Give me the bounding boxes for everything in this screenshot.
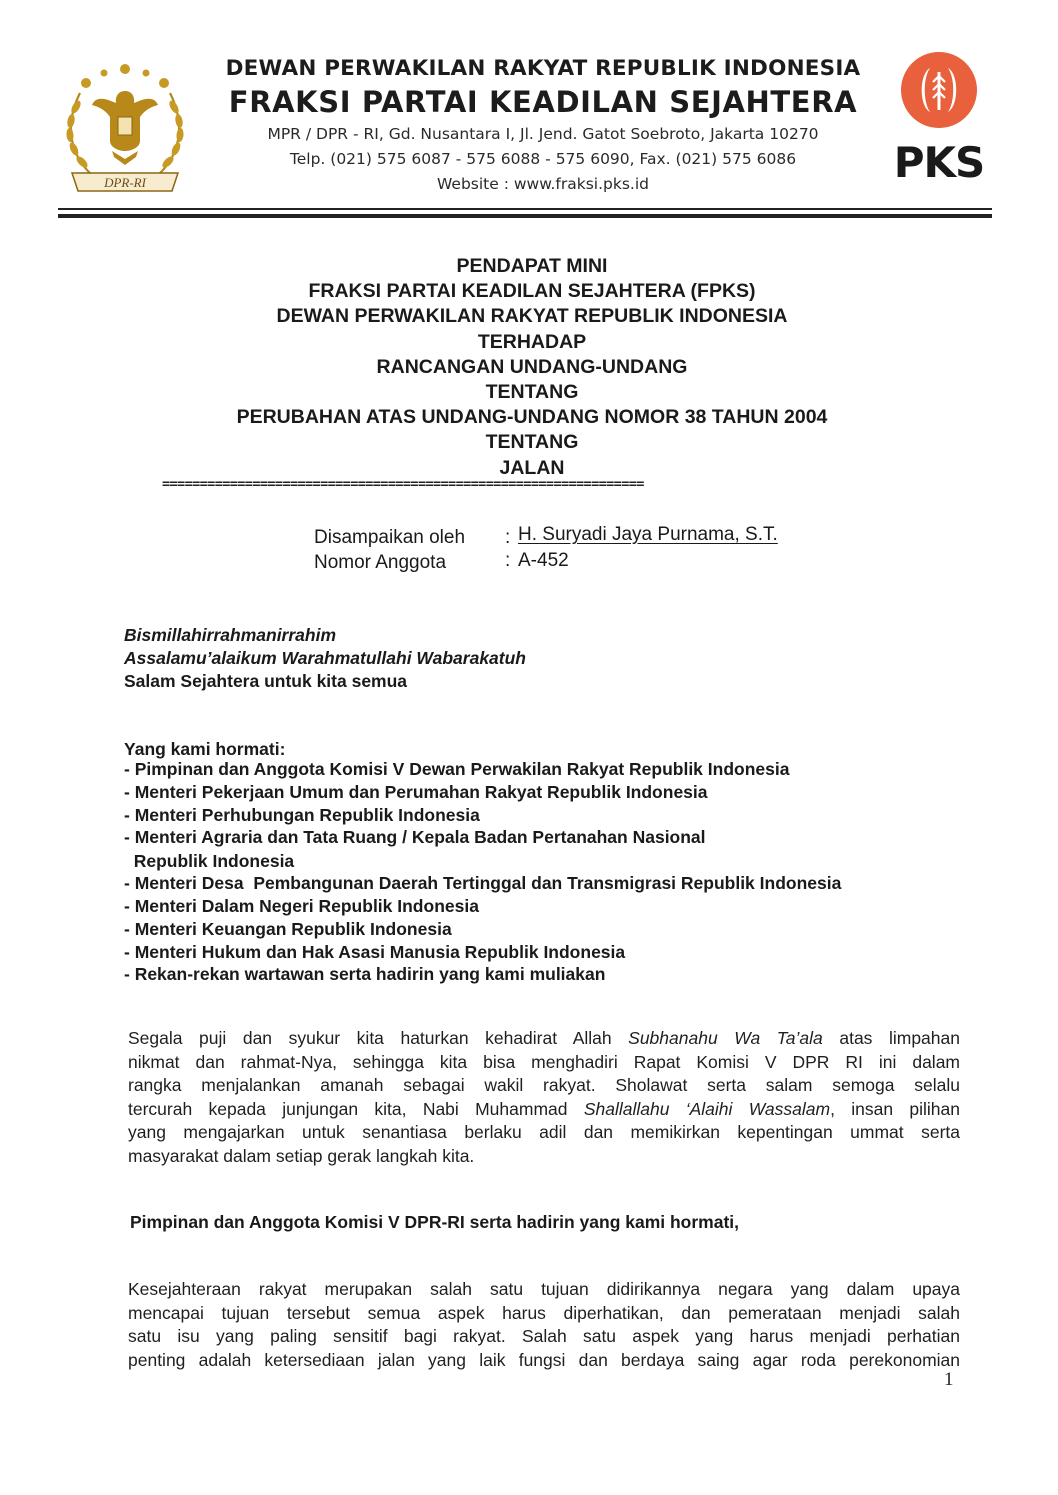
addressee-item: - Menteri Dalam Negeri Republik Indonesia — [124, 896, 479, 916]
dpr-garuda-emblem — [52, 55, 198, 201]
paragraph-line: yang mengajarkan untuk senantiasa berlaku adil dan memikirkan kepentingan ummat serta — [128, 1122, 960, 1142]
letterhead-rule-thick — [58, 214, 992, 218]
welfare-paragraph — [128, 1278, 960, 1372]
title-line: PERUBAHAN ATAS UNDANG-UNDANG NOMOR 38 TAHUN 2004 — [236, 406, 828, 429]
addressee-item: - Rekan-rekan wartawan serta hadirin yang kami muliakan — [124, 964, 606, 984]
letterhead-address: MPR / DPR - RI, Gd. Nusantara I, Jl. Jend. Gatot Soebroto, Jakarta 10270 — [267, 125, 819, 143]
text-run-italic: Shallallahu ‘Alaihi Wassalam — [583, 1098, 831, 1119]
paragraph-line: Kesejahteraan rakyat merupakan salah satu tujuan didirikannya negara yang dalam upaya — [128, 1279, 960, 1299]
member-number-colon: : — [505, 550, 511, 571]
text-run: atas limpahan — [822, 1028, 960, 1048]
paragraph-line: nikmat dan rahmat-Nya, sehingga kita bisa menghadiri Rapat Komisi V DPR RI ini dalam — [128, 1051, 960, 1072]
text-run: Segala puji dan syukur kita haturkan kehadirat Allah — [128, 1028, 629, 1048]
pks-party-logo — [880, 50, 998, 200]
page-number: 1 — [944, 1369, 954, 1390]
member-number-label: Nomor Anggota — [314, 552, 447, 573]
paragraph-line — [128, 1027, 960, 1051]
text-run-italic: Subhanahu Wa Ta’ala — [628, 1028, 823, 1048]
garuda-emblem-icon — [52, 55, 198, 201]
paragraph-line: penting adalah ketersediaan jalan yang laik fungsi dan berdaya saing agar roda perekonomian — [128, 1349, 960, 1370]
letterhead-website: Website : www.fraksi.pks.id — [437, 175, 649, 193]
letterhead-rule-thin — [58, 208, 992, 210]
presenter-colon: : — [505, 527, 511, 548]
greeting-sejahtera: Salam Sejahtera untuk kita semua — [124, 671, 408, 691]
letterhead-fraction: FRAKSI PARTAI KEADILAN SEJAHTERA — [228, 85, 858, 119]
paragraph-line: rangka menjalankan amanah sebagai wakil rakyat. Sholawat serta salam semoga selalu — [128, 1075, 960, 1095]
title-line: TENTANG — [485, 431, 579, 454]
addressee-item: - Pimpinan dan Anggota Komisi V Dewan Perwakilan Rakyat Republik Indonesia — [124, 759, 790, 779]
paragraph-line — [128, 1098, 960, 1122]
addressee-item: - Menteri Perhubungan Republik Indonesia — [124, 805, 480, 825]
addressee-heading: Yang kami hormati: — [124, 739, 286, 759]
document-title — [150, 254, 914, 481]
title-line: TERHADAP — [477, 330, 587, 353]
addressee-item: - Menteri Keuangan Republik Indonesia — [124, 919, 452, 939]
addressee-item: - Menteri Pekerjaan Umum dan Perumahan Rakyat Republik Indonesia — [124, 782, 708, 802]
text-run: tercurah kepada junjungan kita, Nabi Muhammad — [128, 1098, 584, 1119]
title-line: PENDAPAT MINI — [456, 255, 608, 277]
greeting-salam: Assalamu’alaikum Warahmatullahi Wabarakatuh — [124, 648, 526, 668]
paragraph-line: mencapai tujuan tersebut semua aspek harus diperhatikan, dan pemerataan menjadi salah — [128, 1302, 960, 1323]
addressee-item: - Menteri Hukum dan Hak Asasi Manusia Republik Indonesia — [124, 942, 626, 962]
title-line: TENTANG — [485, 381, 579, 404]
greeting-bismillah: Bismillahirrahmanirrahim — [124, 625, 337, 645]
title-line: DEWAN PERWAKILAN RAKYAT REPUBLIK INDONESIA — [276, 305, 788, 328]
title-line: JALAN — [499, 456, 565, 479]
title-line: RANCANGAN UNDANG-UNDANG — [376, 355, 688, 378]
member-number-value: A-452 — [518, 550, 569, 571]
presenter-label: Disampaikan oleh — [314, 527, 466, 548]
paragraph-line: satu isu yang paling sensitif bagi rakyat. Salah satu aspek yang harus menjadi perhatian — [128, 1326, 960, 1346]
addressee-item: - Menteri Desa Pembangunan Daerah Tertinggal dan Transmigrasi Republik Indonesia — [124, 873, 842, 893]
emblem-ribbon-text: DPR-RI — [104, 175, 146, 190]
paragraph-line: masyarakat dalam setiap gerak langkah kita. — [128, 1145, 475, 1166]
addressee-item: Republik Indonesia — [124, 851, 295, 871]
addressee-item: - Menteri Agraria dan Tata Ruang / Kepala Badan Pertanahan Nasional — [124, 827, 706, 847]
title-separator: ================================================================ — [162, 476, 644, 492]
pks-logo-text: PKS — [893, 138, 985, 187]
letterhead-institution: DEWAN PERWAKILAN RAKYAT REPUBLIK INDONESIA — [225, 56, 861, 81]
opening-paragraph — [128, 1027, 960, 1168]
pks-crescent-icon — [899, 50, 979, 130]
section-subheading: Pimpinan dan Anggota Komisi V DPR-RI serta hadirin yang kami hormati, — [130, 1212, 740, 1232]
presenter-name: H. Suryadi Jaya Purnama, S.T. — [518, 524, 778, 545]
title-line: FRAKSI PARTAI KEADILAN SEJAHTERA (FPKS) — [308, 280, 756, 303]
letterhead-phone: Telp. (021) 575 6087 - 575 6088 - 575 6090, Fax. (021) 575 6086 — [289, 150, 797, 168]
text-run: , insan pilihan — [830, 1098, 960, 1119]
